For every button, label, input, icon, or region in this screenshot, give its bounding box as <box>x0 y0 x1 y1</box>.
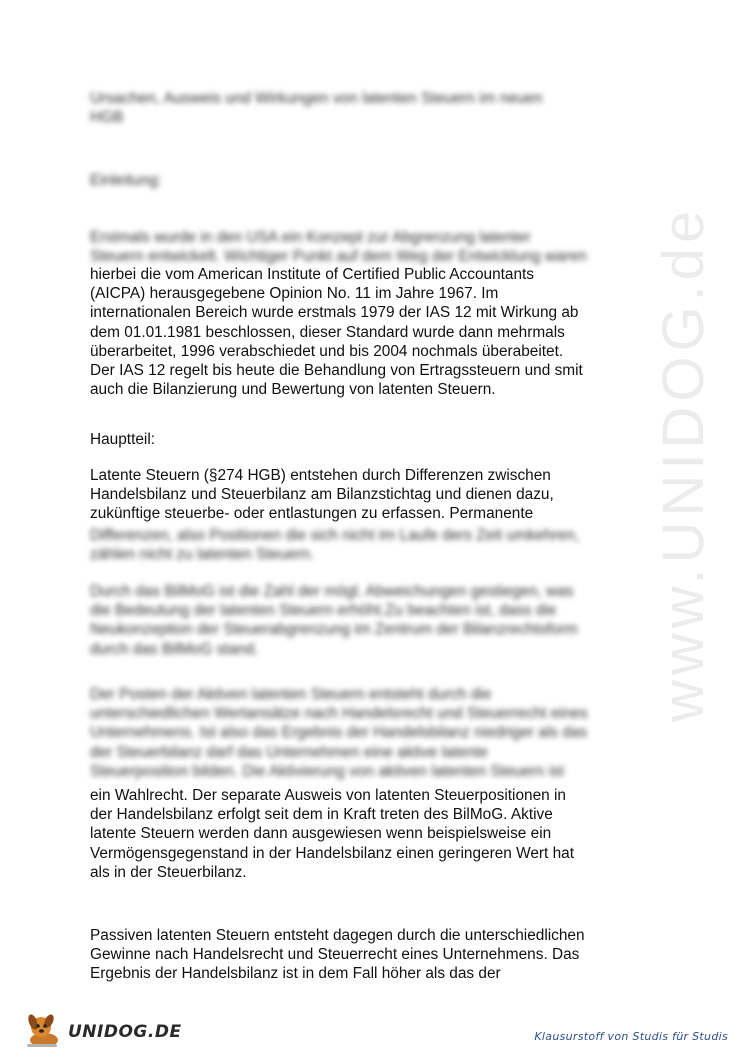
intro-paragraph: hierbei die vom American Institute of Certified Public Accountants (AICPA) herausgegebene Opinion No. 11 im Jahre 1967. Im internationalen Bereich wurde erstmals 1979 der IAS 12 mit Wirkung ab dem 01.01.1981 beschlossen, dieser Standard wurde dann mehrmals überarbeitet, 1996 verabschiedet und bis 2004 nochmals überabeitet. Der IAS 12 regelt bis heute die Behandlung von Ertragssteuern und smit auch die Bilanzierung und Bewertung von latenten Steuern. <box>90 266 583 399</box>
bilmog-paragraph-blurred: Durch das BilMoG ist die Zahl der mögl. Abweichungen gestiegen, was die Bedeutung der latenten Steuern erhöht.Zu beachten ist, dass die Neukonzeption der Steuerabgrenzung im Zentrum der Bilanzrechtsform durch das BilMoG stand. <box>90 583 578 658</box>
latent-taxes-paragraph-blurred: Differenzen, also Positionen die sich nicht im Laufe ders Zeit umkehren, zählen nicht zu latenten Steuern. <box>90 527 580 564</box>
intro-paragraph-blurred: Erstmals wurde in den USA ein Konzept zur Abgrenzung latenter Steuern entwickelt. Wichtiger Punkt auf dem Weg der Entwicklung waren <box>90 229 587 266</box>
active-latent-taxes-paragraph-blurred: Der Posten der Aktiven latenten Steuern entsteht durch die unterschiedlichen Wertansätze nach Handelsrecht und Steuerrecht eines Unternehmens. Ist also das Ergebnis der Handelsbilanz niedriger als das der Steuerbilanz darf das Unternehmen eine aktive latente Steuerposition bilden. Die Aktivierung von aktiven latenten Steuern ist <box>90 686 588 780</box>
dog-mascot-icon <box>22 1010 66 1050</box>
watermark-text: www.UNIDOG.de <box>651 205 716 722</box>
main-heading: Hauptteil: <box>90 431 156 448</box>
active-latent-taxes-paragraph: ein Wahlrecht. Der separate Ausweis von latenten Steuerpositionen in der Handelsbilanz erfolgt seit dem in Kraft treten des BilMoG. Aktive latente Steuern werden dann ausgewiesen wenn beispielsweise ein Vermögensgegenstand in der Handelsbilanz einen geringeren Wert hat als in der Steuerbilanz. <box>90 787 574 881</box>
latent-taxes-paragraph: Latente Steuern (§274 HGB) entstehen durch Differenzen zwischen Handelsbilanz und Steuerbilanz am Bilanzstichtag und dienen dazu, zukünftige steuerbe- oder entlastungen zu erfassen. Permanente <box>90 467 554 523</box>
passive-latent-taxes-paragraph: Passiven latenten Steuern entsteht dagegen durch die unterschiedlichen Gewinne nach Handelsrecht und Steuerrecht eines Unternehmens. Das Ergebnis der Handelsbilanz ist in dem Fall höher als das der <box>90 927 585 983</box>
footer-tagline: Klausurstoff von Studis für Studis <box>534 1030 728 1043</box>
logo-text: UNIDOG.DE <box>68 1022 182 1042</box>
unidog-logo[interactable] <box>22 1010 182 1050</box>
document-title: Ursachen, Ausweis und Wirkungen von latenten Steuern im neuen HGB <box>90 90 543 127</box>
intro-heading: Einleitung: <box>90 172 162 189</box>
